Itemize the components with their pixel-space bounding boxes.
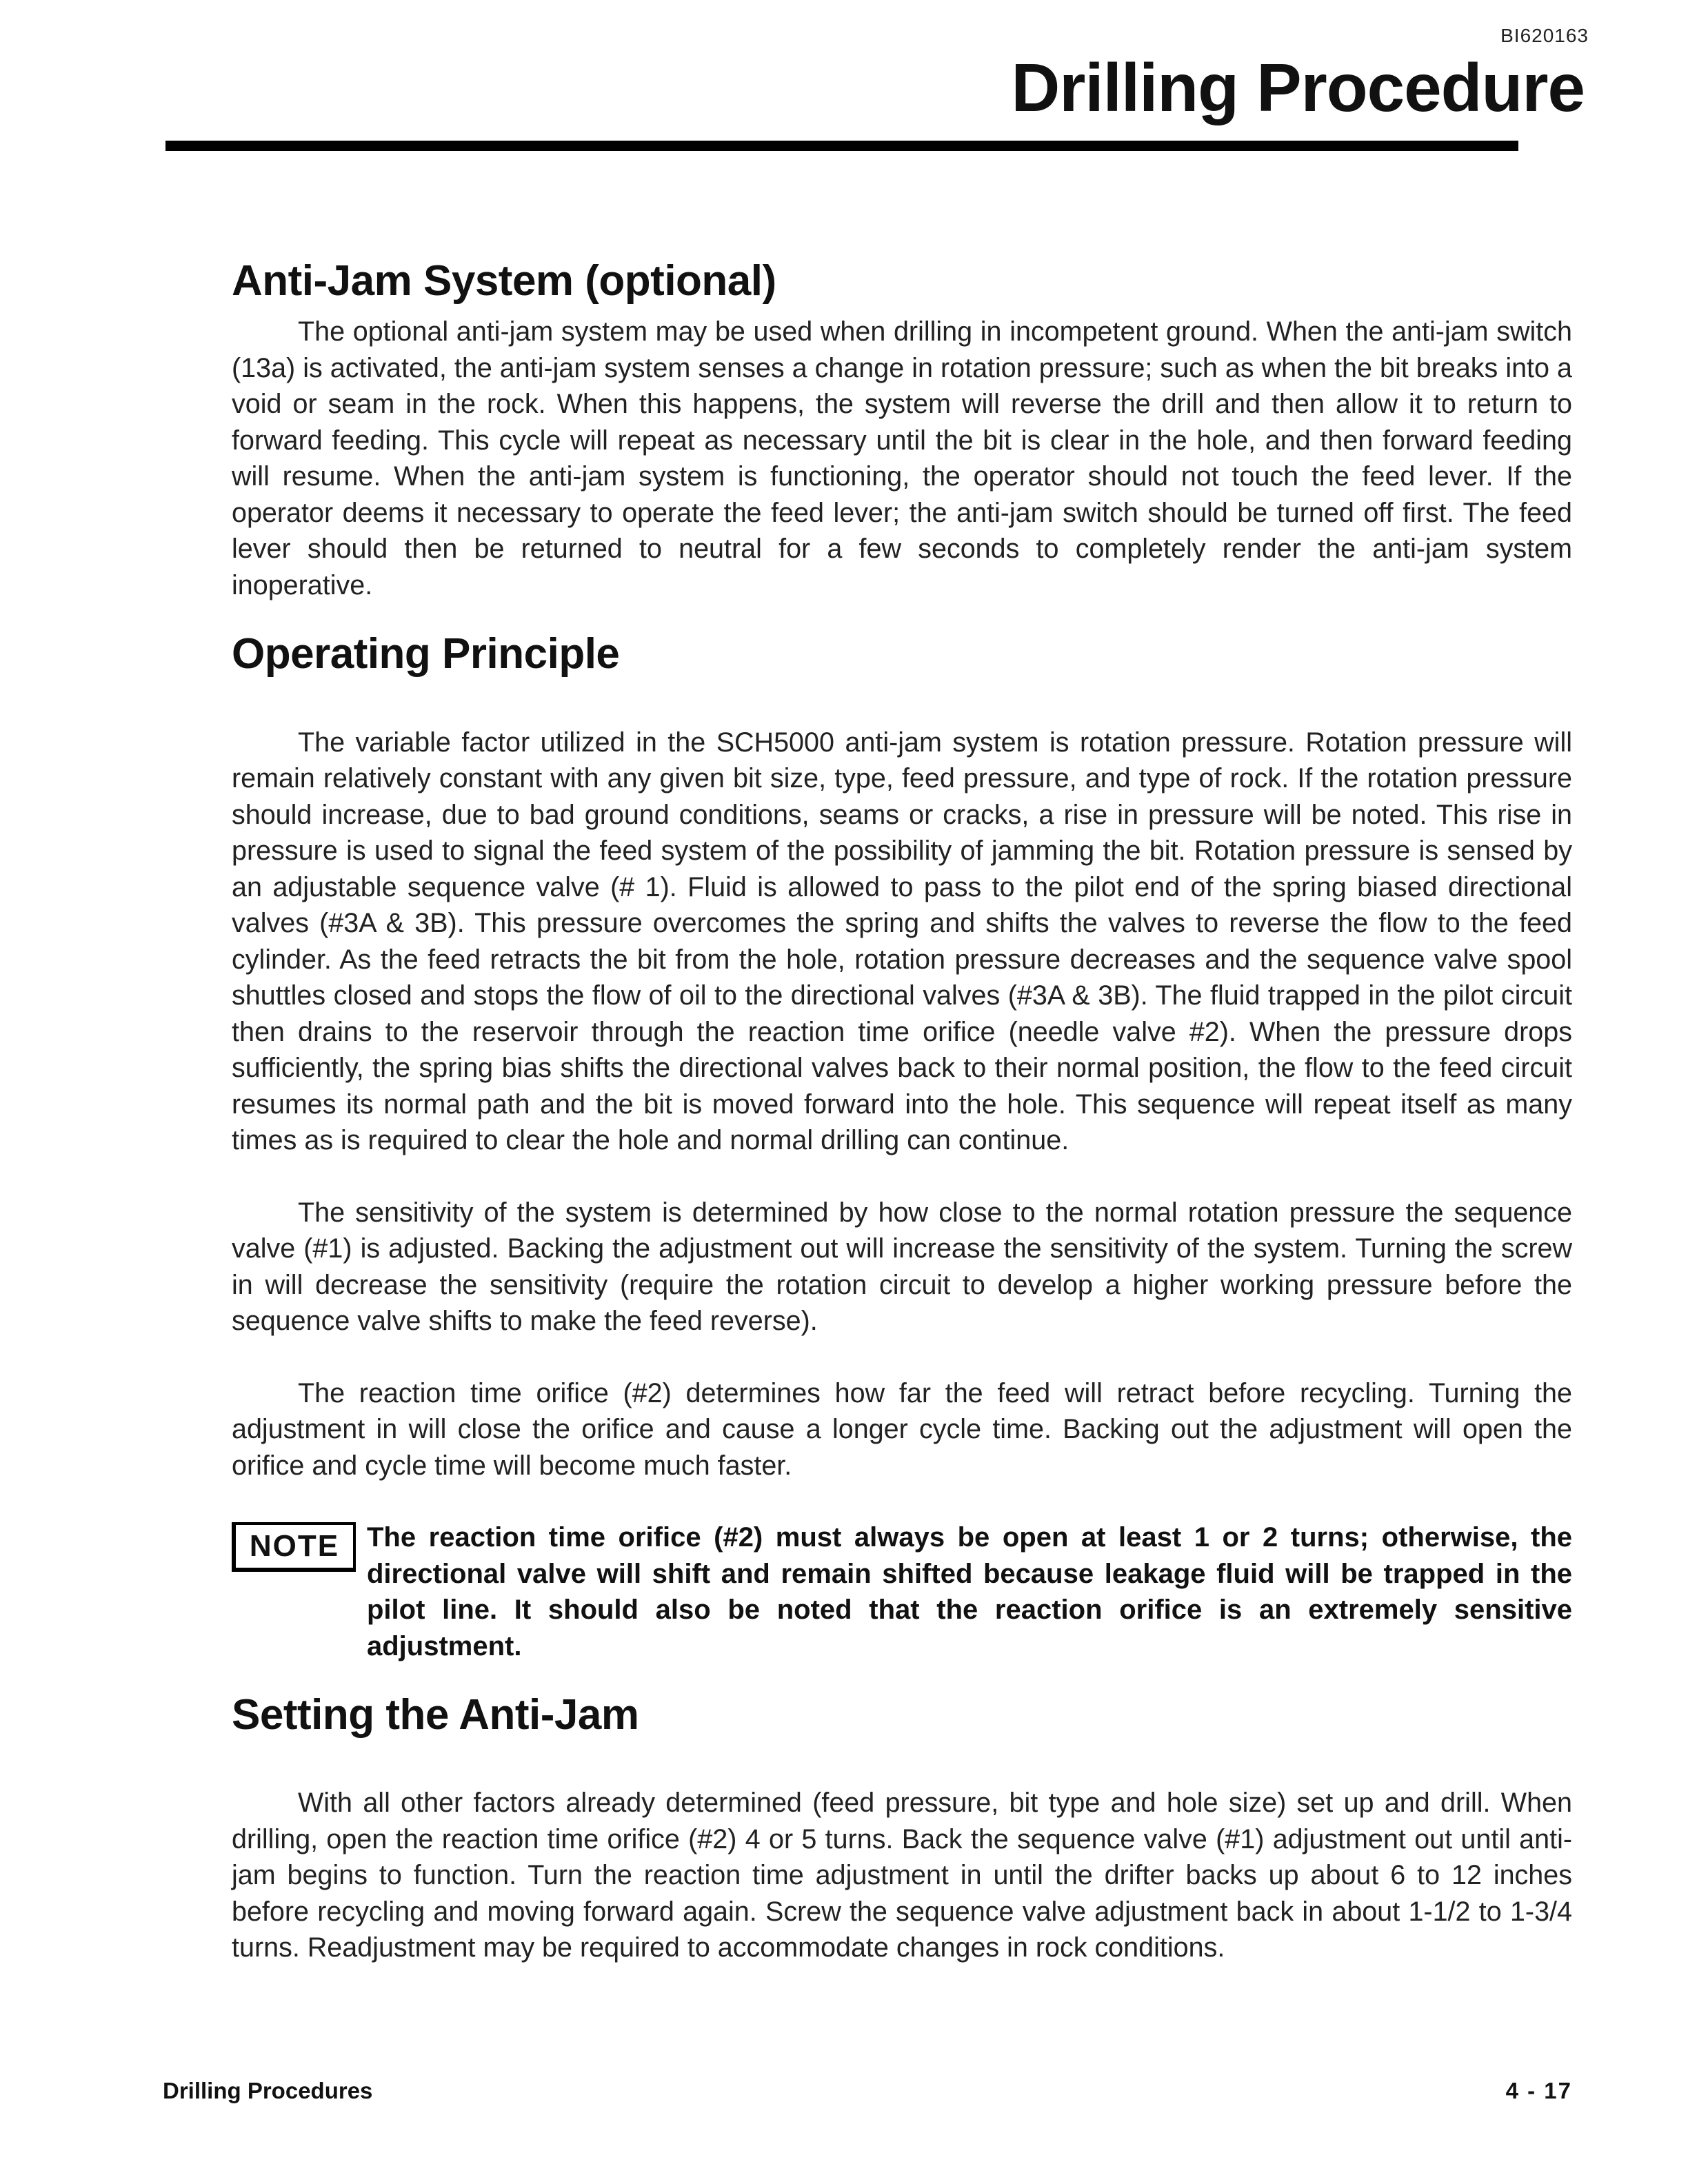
section-setting-anti-jam <box>232 1690 1572 1966</box>
note-text: The reaction time orifice (#2) must always be open at least 1 or 2 turns; otherwise, the directional valve will shift and remain shifted because leakage fluid will be trapped in the pilot line. It should also be noted that the reaction orifice is an extremely sensitive adjustment. <box>367 1522 1572 1661</box>
note-callout <box>232 1519 1572 1664</box>
note-badge: NOTE <box>232 1522 356 1572</box>
section-heading: Anti-Jam System (optional) <box>232 257 776 305</box>
paragraph: The reaction time orifice (#2) determines how far the feed will retract before recycling. Turning the adjustment in will close the orifice and cause a longer cycle time. Backing out the adjustment will open the orifice and cycle time will become much faster. <box>232 1377 1572 1481</box>
paragraph: With all other factors already determined (feed pressure, bit type and hole size) set up and drill. When drilling, open the reaction time orifice (#2) 4 or 5 turns. Back the sequence valve (#1) adjustment out until anti-jam begins to function. Turn the reaction time adjustment in until the drifter backs up about 6 to 12 inches before recycling and moving forward again. Screw the sequence valve adjustment back in about 1-1/2 to 1-3/4 turns. Readjustment may be required to accommodate changes in rock conditions. <box>232 1788 1572 1963</box>
main-content <box>232 256 1572 1966</box>
paragraph: The sensitivity of the system is determined by how close to the normal rotation pressure the sequence valve (#1) is adjusted. Backing the adjustment out will increase the sensitivity of the system. Turning the screw in will decrease the sensitivity (require the rotation circuit to develop a higher working pressure before the sequence valve shifts to make the feed reverse). <box>232 1197 1572 1337</box>
paragraph: The optional anti-jam system may be used when drilling in incompetent ground. When the anti-jam switch (13a) is activated, the anti-jam system senses a change in rotation pressure; such as when the bit breaks into a void or seam in the rock. When this happens, the system will reverse the drill and then allow it to return to forward feeding. This cycle will repeat as necessary until the bit is clear in the hole, and then forward feeding will resume. When the anti-jam system is functioning, the operator should not touch the feed lever. If the operator deems it necessary to operate the feed lever; the anti-jam switch should be turned off first. The feed lever should then be returned to neutral for a few seconds to completely render the anti-jam system inoperative. <box>232 316 1572 600</box>
section-heading: Operating Principle <box>232 630 620 678</box>
section-operating-principle <box>232 629 1572 1664</box>
document-id: BI620163 <box>1500 25 1589 46</box>
page-title: Drilling Procedure <box>1011 50 1585 125</box>
footer-page-number: 4 - 17 <box>1505 2078 1572 2103</box>
title-rule <box>165 141 1518 151</box>
section-anti-jam-system <box>232 256 1572 603</box>
paragraph: The variable factor utilized in the SCH5000 anti-jam system is rotation pressure. Rotation pressure will remain relatively constant with any given bit size, type, feed pressure, and type of rock. If the rotation pressure should increase, due to bad ground conditions, seams or cracks, a rise in pressure will be noted. This rise in pressure is used to signal the feed system of the possibility of jamming the bit. Rotation pressure is sensed by an adjustable sequence valve (# 1). Fluid is allowed to pass to the pilot end of the spring biased directional valves (#3A & 3B). This pressure overcomes the spring and shifts the valves to reverse the flow to the feed cylinder. As the feed retracts the bit from the hole, rotation pressure decreases and the sequence valve spool shuttles closed and stops the flow of oil to the directional valves (#3A & 3B). The fluid trapped in the pilot circuit then drains to the reservoir through the reaction time orifice (needle valve #2). When the pressure drops sufficiently, the spring bias shifts the directional valves back to their normal position, the flow to the feed circuit resumes its normal path and the bit is moved forward into the hole. This sequence will repeat itself as many times as is required to clear the hole and normal drilling can continue. <box>232 727 1572 1156</box>
section-heading: Setting the Anti-Jam <box>232 1691 639 1739</box>
footer-section-title: Drilling Procedures <box>163 2078 373 2103</box>
